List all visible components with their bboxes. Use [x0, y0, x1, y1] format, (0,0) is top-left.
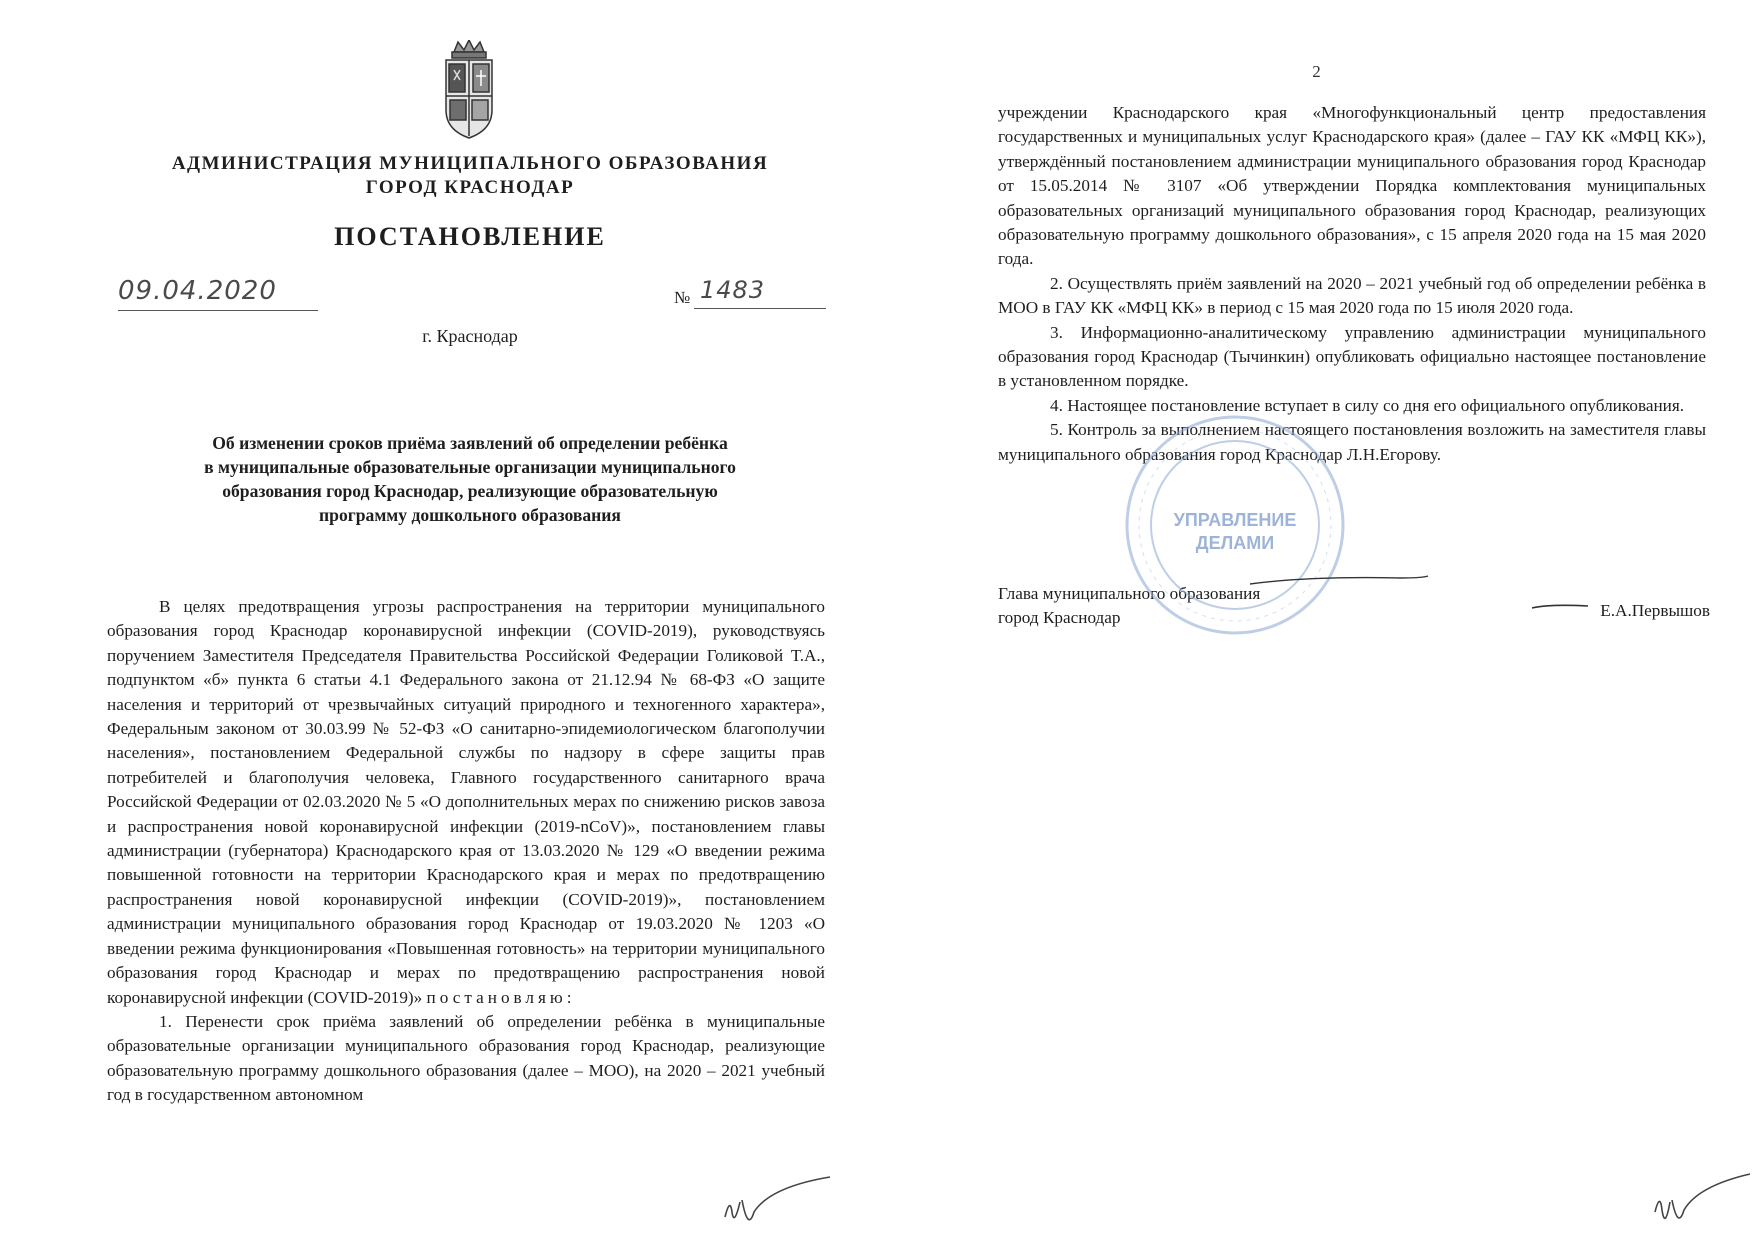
coat-of-arms-icon — [440, 40, 498, 140]
item-3: 3. Информационно-аналитическому управлению администрации муниципального образования город Краснодар (Тычинкин) опубликовать официально настоящее постановление в установленном порядке. — [998, 322, 1706, 391]
page-1-body — [107, 595, 825, 1108]
date-underline — [118, 310, 318, 311]
preamble-paragraph — [107, 595, 825, 1010]
handwritten-signature-icon — [1250, 572, 1430, 632]
initials-signature-icon — [1650, 1172, 1755, 1242]
subject-line: в муниципальные образовательные организации муниципального — [204, 457, 736, 477]
document-date: 09.04.2020 — [118, 276, 277, 306]
subject-line: программу дошкольного образования — [319, 505, 621, 525]
signatory-position-line2: город Краснодар — [998, 608, 1121, 628]
page-2-body — [998, 101, 1706, 467]
initials-signature-icon — [720, 1172, 850, 1242]
document-number: 1483 — [700, 276, 766, 304]
subject-line: Об изменении сроков приёма заявлений об определении ребёнка — [212, 433, 728, 453]
item-1-continuation: учреждении Краснодарского края «Многофункциональный центр предоставления государственных и муниципальных услуг Краснодарского края» (далее – ГАУ КК «МФЦ КК»), утверждённый постановлением администрации муниципального образования город Краснодар от 15.05.2014 № 3107 «Об утверждении Порядка комплектования муниципальных образовательных организаций муниципального образования город Краснодар, реализующих образовательную программу дошкольного образования», с 15 апреля 2020 года на 15 мая 2020 года. — [998, 103, 1706, 269]
decree-word: постановляю: — [426, 987, 576, 1007]
organization-title-line2: ГОРОД КРАСНОДАР — [365, 177, 575, 198]
preamble-text: В целях предотвращения угрозы распространения на территории муниципального образования город Краснодар коронавирусной инфекции (COVID-2019), руководствуясь поручением Заместителя Председателя Правительства Российской Федерации Голиковой Т.А., подпунктом «б» пункта 6 статьи 4.1 Федерального закона от 21.12.94 № 68-ФЗ «О защите населения и территорий от чрезвычайных ситуаций природного и техногенного характера», Федеральным законом от 30.03.99 № 52-ФЗ «О санитарно-эпидемиологическом благополучии населения», постановлением Федеральной службы по надзору в сфере защиты прав потребителей и благополучия человека, Главного государственного санитарного врача Российской Федерации от 02.03.2020 № 5 «О дополнительных мерах по снижению рисков завоза и распространения новой коронавирусной инфекции (2019-nCoV)», постановлением главы администрации (губернатора) Краснодарского края от 13.03.2020 № 129 «О введении режима повышенной готовности на территории Краснодарского края и мерах по предотвращению распространения новой коронавирусной инфекции (COVID-2019)», постановлением администрации муниципального образования город Краснодар от 19.03.2020 № 1203 «О введении режима функционирования «Повышенная готовность» на территории муниципального образования город Краснодар и мерах по предотвращению распространения новой коронавирусной инфекции (COVID-2019)» — [107, 597, 825, 1007]
document-subject — [130, 431, 810, 527]
document-type: ПОСТАНОВЛЕНИЕ — [334, 222, 606, 251]
number-label: № — [674, 288, 691, 307]
subject-line: образования город Краснодар, реализующие образовательную — [222, 481, 718, 501]
city-name: г. Краснодар — [422, 326, 518, 346]
stamp-label: ДЕЛАМИ — [1195, 533, 1275, 553]
item-2: 2. Осуществлять приём заявлений на 2020 – 2021 учебный год об определении ребёнка в МОО в ГАУ КК «МФЦ КК» в период с 15 мая 2020 года по 15 июля 2020 года. — [998, 273, 1706, 318]
item-1-start: 1. Перенести срок приёма заявлений об определении ребёнка в муниципальные образовательные организации муниципального образования город Краснодар, реализующие образовательную программу дошкольного образования (далее – МОО), на 2020 – 2021 учебный год в государственном автономном — [107, 1011, 825, 1105]
organization-title-line1: АДМИНИСТРАЦИЯ МУНИЦИПАЛЬНОГО ОБРАЗОВАНИЯ — [171, 153, 769, 174]
item-4: 4. Настоящее постановление вступает в силу со дня его официального опубликования. — [1050, 395, 1685, 415]
organization-title — [150, 152, 790, 200]
page-number: 2 — [1312, 62, 1321, 81]
signatory-position-line1: Глава муниципального образования — [998, 584, 1261, 603]
signatory-name: Е.А.Первышов — [1600, 601, 1710, 620]
number-underline — [694, 308, 826, 309]
item-5: 5. Контроль за выполнением настоящего постановления возложить на заместителя главы муниципального образования город Краснодар Л.Н.Егорову. — [998, 420, 1706, 464]
signature-dash-icon — [1530, 590, 1590, 620]
stamp-label: УПРАВЛЕНИЕ — [1173, 510, 1297, 530]
